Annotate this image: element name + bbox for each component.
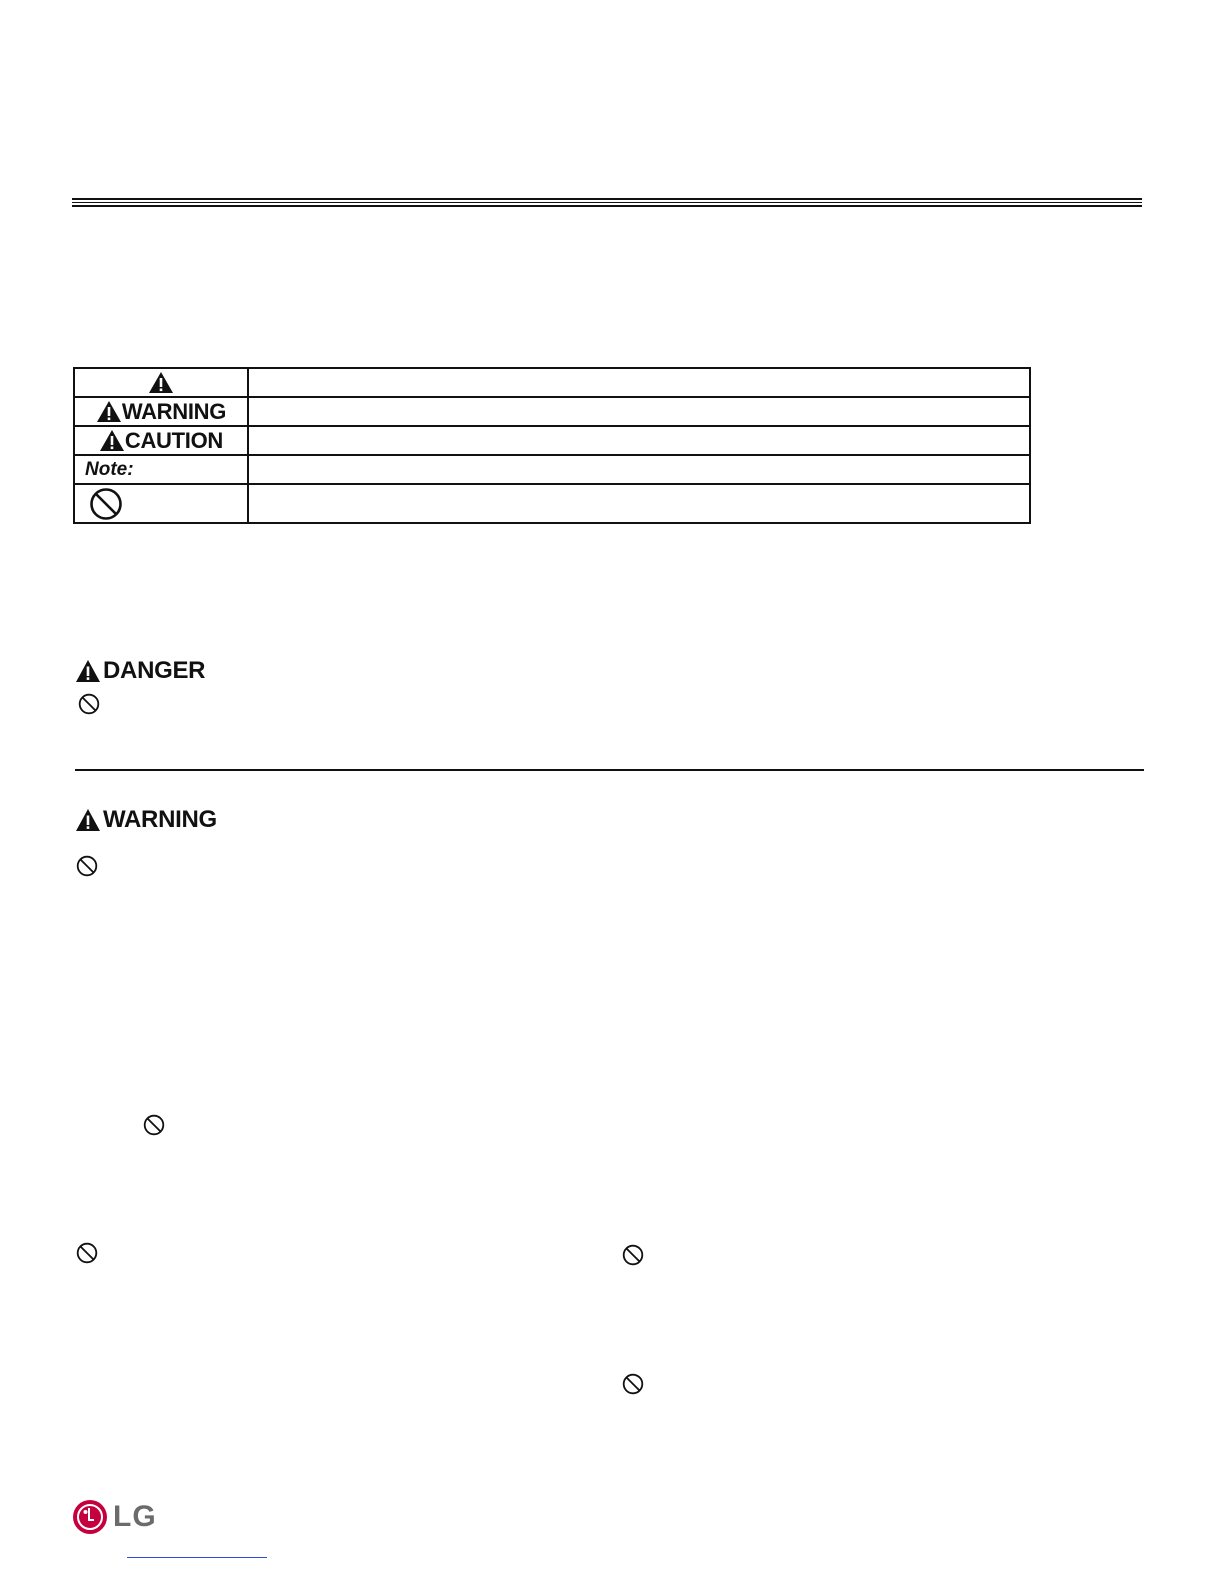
- legend-row-caution: [74, 426, 1030, 455]
- legend-warning-label: WARNING: [121, 398, 227, 424]
- caution-triangle-icon: [99, 429, 125, 452]
- warning-heading: [75, 808, 217, 832]
- warning-triangle-icon: [148, 371, 174, 394]
- danger-heading: [75, 659, 205, 683]
- prohibited-icon: [76, 1242, 98, 1264]
- warning-triangle-icon: [96, 400, 122, 423]
- symbol-legend-table: [73, 367, 1031, 524]
- legend-row-note: [74, 455, 1030, 484]
- legend-caution-label: CAUTION: [124, 427, 223, 453]
- prohibited-icon: [622, 1244, 644, 1266]
- section-divider: [75, 769, 1144, 771]
- header-double-rule: [72, 198, 1142, 207]
- warning-title: WARNING: [103, 806, 217, 833]
- legend-desc-danger: [248, 368, 1030, 397]
- legend-desc-note: [248, 455, 1030, 484]
- prohibited-icon: [143, 1114, 165, 1136]
- prohibited-icon: [76, 855, 98, 877]
- prohibited-icon: [622, 1373, 644, 1395]
- lg-logo: [72, 1499, 157, 1535]
- legend-desc-caution: [248, 426, 1030, 455]
- legend-note-label: Note:: [85, 459, 134, 480]
- danger-triangle-icon: [75, 659, 101, 683]
- prohibited-icon: [78, 693, 100, 715]
- legend-desc-warning: [248, 397, 1030, 426]
- legend-row-danger: [74, 368, 1030, 397]
- warning-triangle-icon: [75, 808, 101, 832]
- prohibited-icon: [89, 487, 123, 521]
- footer-link-underline[interactable]: [127, 1557, 267, 1558]
- lg-face-logo-icon: [72, 1499, 108, 1535]
- legend-row-prohibited: [74, 484, 1030, 523]
- legend-row-warning: [74, 397, 1030, 426]
- danger-title: DANGER: [103, 657, 206, 684]
- lg-wordmark: LG: [113, 1500, 157, 1533]
- legend-desc-prohibited: [248, 484, 1030, 523]
